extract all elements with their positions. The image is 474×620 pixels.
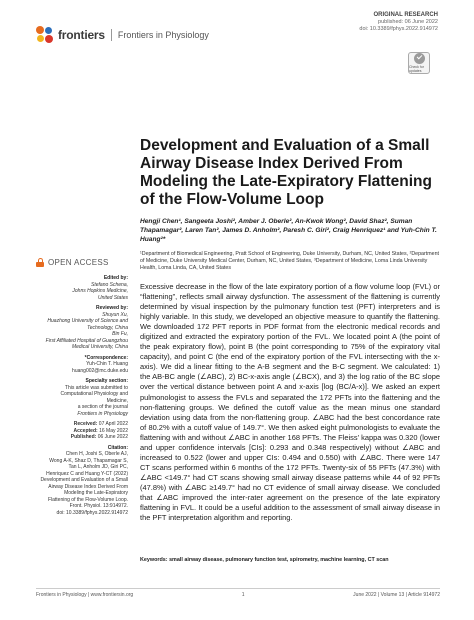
published-date: published: 06 June 2022: [378, 19, 438, 25]
check-label: Check for updates: [409, 65, 424, 73]
specialty-section: [36, 378, 128, 417]
citation: [36, 445, 128, 517]
keywords-list: small airway disease, pulmonary function test, spirometry, machine learning, CT scan: [169, 557, 389, 563]
article-dates: [36, 421, 128, 441]
date-received: Received: 07 April 2022: [73, 421, 128, 427]
editor-affil: Johns Hopkins Medicine,: [72, 288, 128, 294]
reviewer-line: Medical University, China: [71, 344, 128, 350]
article-doi[interactable]: doi: 10.3389/fphys.2022.914972: [359, 26, 438, 32]
citation-line: Front. Physiol. 13:914972.: [69, 503, 128, 509]
edited-by-label: Edited by:: [103, 275, 128, 281]
open-access-label: [36, 258, 128, 267]
article-title: Development and Evaluation of a Small Airway Disease Index Derived From Modeling the Late-Expiratory Flattening of the Flow-Volume Loop: [140, 137, 432, 208]
abstract-text: Excessive decrease in the flow of the late expiratory portion of a flow volume loop (FVL) or “flattening”, reflects small airway dysfunction. The assessment of the flattening is currently determined by visual inspection by the pulmonary function test (PFT) interpreters and is highly variable. In this study, we developed an objective measure to quantify the flattening. We downloaded 172 PFT reports in PDF format from the electronic medical records and digitized and extracted the expiratory portion of the FVL. We located point A (the point of the peak expiratory flow), point B (the point corresponding to 75% of the expiratory vital capacity), and point C (the end of the expiratory portion of the FVL intersecting with the x-axis). We did a linear fitting to the A-B segment and the B-C segment. We calculated: 1) the AB-BC angle (∠ABC), 2) BC-x-axis angle (∠BCX), and 3) the log ratio of the BC slope over the vertical distance between point A and x-axis [log (BC/A-x)]. We asked an expert pulmonologist to assess the FVLs and separated the 172 PFTs into the flattening and the non-flattening groups. We defined the cutoff value as the mean minus one standard deviation using data from the non-flattening group. ∠ABC had the best concordance rate of 80.2% with a cutoff value of 149.7°. We then asked eight pulmonologists to evaluate the flattening with and without ∠ABC in another 168 PFTs. The Fleiss’ kappa was 0.320 (lower and upper confidence intervals [CIs]: 0.293 and 0.348 respectively) without ∠ABC and increased to 0.522 (lower and upper CIs: 0.494 and 0.550) with ∠ABC. There were 147 CT scans performed within 6 months of the 172 PFTs. Twenty-six of 55 PFTs (47.3%) with ∠ABC <149.7° had CT scans showing small airway disease patterns while 44 of 92 PFTs (47.8%) with ∠ABC ≥149.7° had no CT evidence of small airway disease. We concluded that ∠ABC improved the inter-rater agreement on the presence of the late expiratory flattening in FVL. It could be a useful addition to the assessment of small airway disease in the PFT interpretation algorithm and reporting.: [140, 282, 440, 523]
check-for-updates-button[interactable]: [408, 52, 430, 74]
divider: [111, 29, 112, 41]
reviewed-by-label: Reviewed by:: [96, 305, 128, 311]
article-type: ORIGINAL RESEARCH: [373, 12, 438, 18]
keywords: [140, 557, 440, 563]
affiliations: ¹Department of Biomedical Engineering, Pratt School of Engineering, Duke University, Durham, NC, United States, ²Department of Medicine, Duke University Medical Center, Durham, NC, United States, ³Department of Medicine, Loma Linda University Health, Loma Linda, CA, United States: [140, 251, 440, 272]
reviewed-by: [36, 305, 128, 351]
journal-name[interactable]: Frontiers in Physiology: [117, 30, 209, 40]
date-accepted: Accepted: 16 May 2022: [73, 427, 128, 434]
citation-line: Flattening of the Flow-Volume Loop.: [47, 496, 128, 503]
reviewer-line: Bin Fu,: [112, 331, 128, 337]
page-header: [0, 0, 474, 60]
reviewer-line: Shuyun Xu,: [102, 311, 128, 318]
specialty-line: Medicine,: [106, 397, 128, 404]
footer-volume: June 2022 | Volume 13 | Article 914972: [353, 592, 440, 598]
specialty-line: This article was submitted to: [64, 384, 128, 391]
specialty-label: Specialty section:: [85, 378, 128, 384]
editor-country: United States: [97, 294, 128, 301]
edited-by: [36, 275, 128, 301]
reviewer-line: Huazhong University of Science and: [47, 318, 128, 324]
check-icon: [414, 53, 425, 64]
footer-journal-link[interactable]: Frontiers in Physiology | www.frontiersin.org: [36, 592, 134, 598]
page-footer: [36, 588, 440, 598]
article-sidebar: [36, 258, 128, 520]
author-list[interactable]: Hengji Chen¹, Sangeeta Joshi², Amber J. Oberle², An-Kwok Wong², David Shaz², Suman Thapamagar², Laren Tan², James D. Anholm², Paresh C. Giri², Craig Henriquez¹ and Yuh-Chin T. Huang²*: [140, 218, 437, 243]
citation-line: Airway Disease Index Derived From: [48, 483, 128, 490]
correspondence-label: *Correspondence:: [84, 354, 128, 361]
citation-doi[interactable]: doi: 10.3389/fphys.2022.914972: [56, 509, 128, 516]
correspondence-name: Yuh-Chin T. Huang: [86, 361, 128, 367]
citation-line: Modeling the Late-Expiratory: [64, 490, 128, 496]
logo-text: frontiers: [58, 28, 105, 42]
specialty-line: Frontiers in Physiology: [77, 410, 128, 417]
citation-label: Citation:: [107, 444, 128, 451]
frontiers-logo[interactable]: [36, 26, 209, 44]
reviewer-line: Technology, China: [87, 324, 128, 331]
citation-line: Development and Evaluation of a Small: [40, 477, 128, 483]
open-access-icon: [36, 258, 44, 267]
keywords-label: Keywords:: [140, 557, 168, 563]
reviewer-line: First Affiliated Hospital of Guangzhou: [45, 337, 128, 344]
specialty-line: a section of the journal: [77, 404, 128, 410]
correspondence-email[interactable]: huang002@mc.duke.edu: [72, 367, 128, 374]
correspondence: [36, 355, 128, 375]
page-number: 1: [241, 592, 245, 598]
specialty-line: Computational Physiology and: [60, 391, 128, 397]
open-access-text: OPEN ACCESS: [48, 258, 109, 267]
citation-line: Henriquez C and Huang Y-CT (2022): [46, 470, 128, 477]
editor-name: Stefano Schena,: [91, 281, 128, 288]
date-published: Published: 06 June 2022: [70, 434, 128, 440]
citation-line: Tan L, Anholm JD, Giri PC,: [68, 464, 128, 470]
citation-line: Wong A-K, Shaz D, Thapamagar S,: [49, 457, 128, 464]
citation-line: Chen H, Joshi S, Oberle AJ,: [65, 451, 128, 457]
frontiers-logo-icon: [36, 26, 54, 44]
article-meta: [359, 12, 438, 33]
